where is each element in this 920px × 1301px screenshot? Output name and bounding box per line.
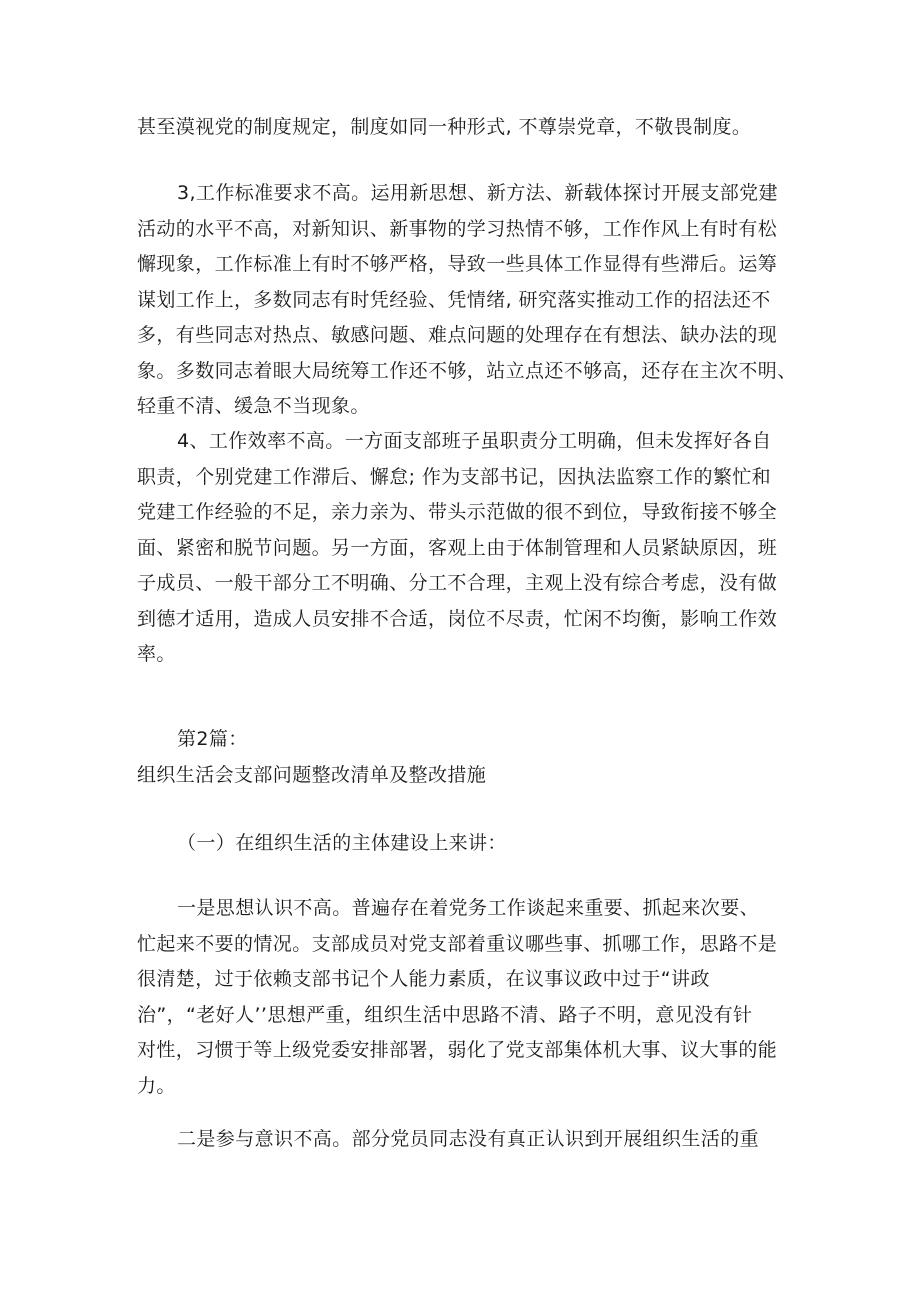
text-line: 力。: [137, 1074, 176, 1097]
text-line: 很清楚，过于依赖支部书记个人能力素质，在议事议政中过于“讲政: [137, 968, 710, 990]
paragraph-3: [137, 176, 797, 425]
text-line: 多，有些同志对热点、敏感问题、难点问题的处理存在有想法、缺办法的现: [137, 324, 778, 346]
text-line: 率。: [137, 643, 176, 665]
text-line: 治”，“老好人’’思想严重，组织生活中思路不清、路子不明，意见没有针: [137, 1003, 753, 1026]
text-line: 轻重不清、缓急不当现象。: [137, 395, 370, 417]
paragraph-second: [137, 1122, 797, 1158]
section-heading: （一）在组织生活的主体建设上来讲：: [177, 832, 507, 854]
section-heading-block: [137, 826, 797, 862]
text-line: 职责，个别党建工作滞后、懈怠; 作为支部书记，因执法监察工作的繁忙和: [137, 465, 772, 488]
text-line: 子成员、一般干部分工不明确、分工不合理，主观上没有综合考虑，没有做: [137, 572, 778, 594]
text-line: 活动的水平不高，对新知识、新事物的学习热情不够，工作作风上有时有松: [137, 217, 778, 240]
paragraph-continuation: [137, 110, 797, 146]
text-line: 象。多数同志着眼大局统筹工作还不够，站立点还不够高，还存在主次不明、: [137, 359, 797, 382]
paragraph-4: [137, 424, 797, 673]
text-line: 甚至漠视党的制度规定，制度如同一种形式, 不尊崇党章，不敬畏制度。: [137, 116, 752, 138]
text-line: 党建工作经验的不足，亲力亲为、带头示范做的很不到位，导致衔接不够全: [137, 501, 778, 523]
text-line: 3,工作标准要求不高。运用新思想、新方法、新载体探讨开展支部党建: [177, 182, 778, 204]
chapter-label: 第2篇：: [177, 728, 248, 750]
chapter-title: 组织生活会支部问题整改清单及整改措施: [137, 763, 487, 786]
text-line: 谋划工作上，多数同志有时凭经验、凭情绪, 研究落实推动工作的招法还不: [137, 288, 771, 311]
text-line: 二是参与意识不高。部分党员同志没有真正认识到开展组织生活的重: [177, 1128, 760, 1150]
paragraph-first: [137, 891, 797, 1104]
text-line: 一是思想认识不高。普遍存在着党务工作谈起来重要、抓起来次要、: [177, 897, 760, 919]
text-line: 对性，习惯于等上级党委安排部署，弱化了党支部集体机大事、议大事的能: [137, 1039, 778, 1061]
text-line: 面、紧密和脱节问题。另一方面，客观上由于体制管理和人员紧缺原因，班: [137, 536, 778, 559]
text-line: 懈现象，工作标准上有时不够严格，导致一些具体工作显得有些滞后。运筹: [137, 253, 778, 275]
chapter-header: [137, 722, 797, 793]
text-line: 到德才适用，造成人员安排不合适，岗位不尽责，忙闲不均衡，影响工作效: [137, 607, 778, 630]
text-line: 4、工作效率不高。一方面支部班子虽职责分工明确，但未发挥好各自: [177, 430, 772, 452]
text-line: 忙起来不要的情况。支部成员对党支部着重议哪些事、抓哪工作，思路不是: [137, 932, 778, 955]
